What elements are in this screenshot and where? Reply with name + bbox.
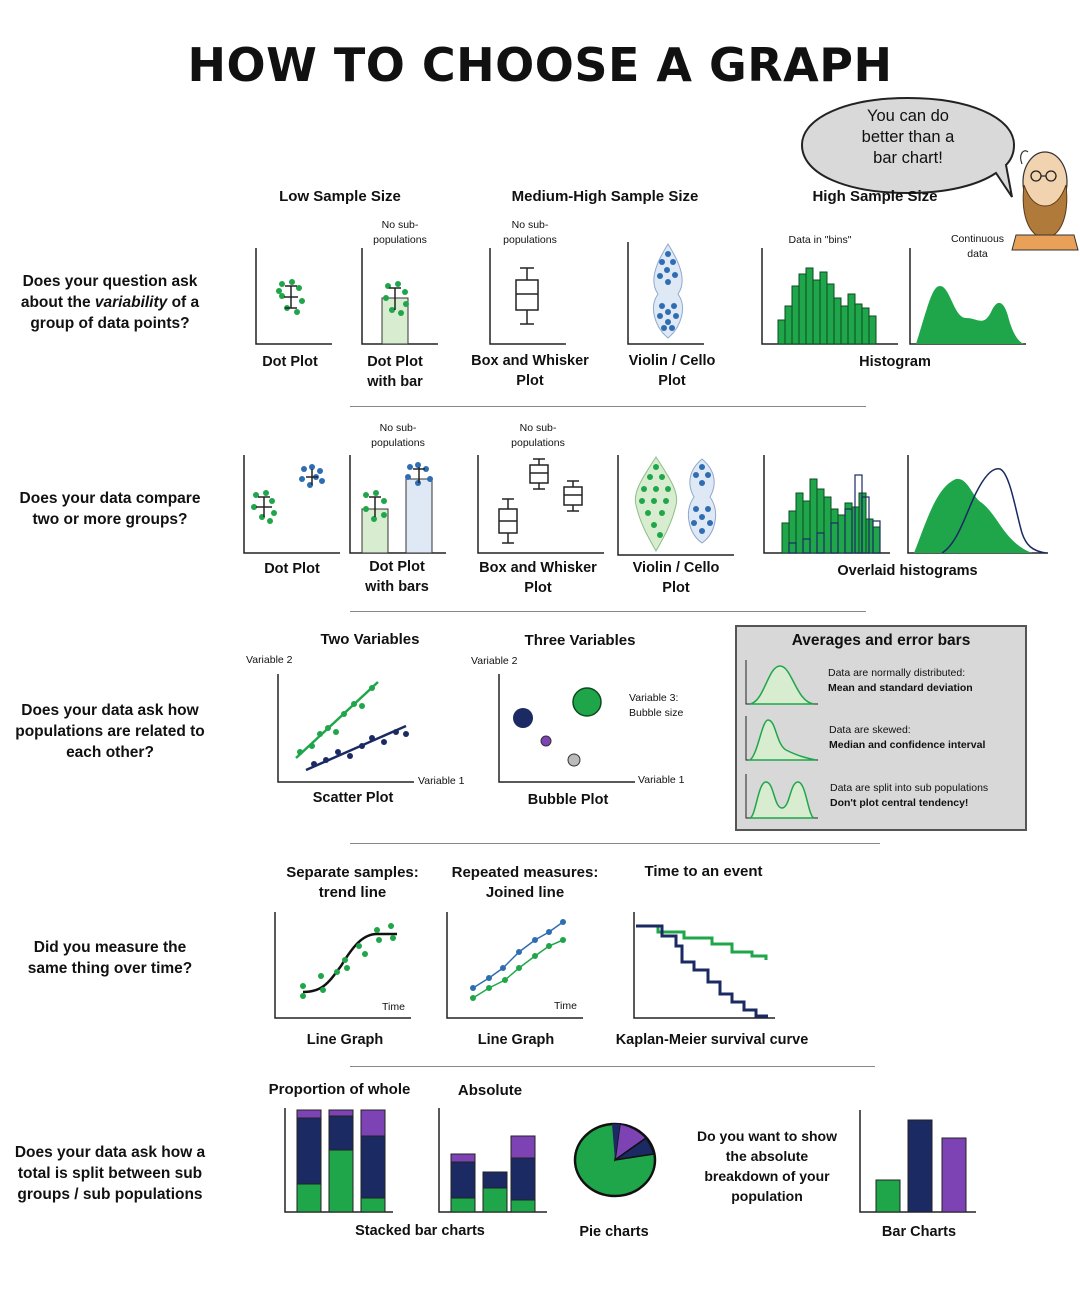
question-line: groups / sub populations — [17, 1186, 203, 1203]
question-text: of a — [167, 294, 200, 311]
note-line: populations — [511, 437, 565, 449]
panel-item-condition: Data are split into sub populations — [830, 782, 989, 794]
question-line: Does your data ask how — [21, 702, 199, 719]
label-line: Box and Whisker — [479, 560, 597, 576]
label-line: the absolute — [725, 1148, 809, 1164]
label-line: with bars — [365, 579, 429, 595]
question-line: Does your question ask — [22, 273, 198, 290]
label-bubble-plot: Bubble Plot — [527, 792, 609, 808]
header-three-variables: Three Variables — [524, 632, 636, 649]
header-line: trend line — [318, 884, 387, 901]
question-line — [5, 292, 215, 313]
note-line: populations — [373, 234, 427, 246]
question-absolute-breakdown — [682, 1126, 852, 1206]
axis-label-variable-2: Variable 2 — [246, 654, 293, 666]
column-header-medium: Medium-High Sample Size — [511, 188, 699, 205]
question-total-split — [5, 1142, 215, 1205]
label-line-graph: Line Graph — [477, 1032, 555, 1048]
label-box-whisker — [468, 558, 608, 598]
dot-plot-groups — [242, 453, 342, 555]
axis-label-time: Time — [382, 1001, 405, 1013]
panel-item-normal — [828, 666, 973, 696]
label-line: breakdown of your — [704, 1168, 830, 1184]
pie-chart — [574, 1122, 658, 1198]
dot-plot-low — [254, 246, 334, 346]
bubble-plot — [497, 672, 637, 784]
note-line: No sub- — [381, 219, 419, 231]
note-line: No sub- — [379, 422, 417, 434]
violin-groups — [616, 453, 736, 557]
page-title: HOW TO CHOOSE A GRAPH — [187, 38, 893, 92]
speech-line: bar chart! — [873, 149, 943, 167]
question-text: about the — [20, 294, 95, 311]
label-violin — [612, 351, 732, 391]
question-over-time — [5, 937, 215, 979]
question-line: Does your data ask how a — [14, 1144, 206, 1161]
note-line: data — [967, 248, 988, 260]
label-histogram: Histogram — [859, 354, 931, 370]
bimodal-distribution-icon — [744, 772, 820, 820]
kaplan-meier-curve — [632, 910, 777, 1020]
panel-item-advice: Mean and standard deviation — [828, 682, 973, 694]
violin-plot — [626, 240, 706, 346]
header-line: Repeated measures: — [451, 864, 599, 881]
label-dot-plot: Dot Plot — [262, 354, 318, 370]
scientist-avatar — [1012, 140, 1078, 250]
note-bins: Data in "bins" — [788, 234, 852, 246]
dot-bars-plot — [348, 453, 448, 555]
label-line: with bar — [367, 374, 423, 390]
label-line: Plot — [662, 580, 690, 596]
overlaid-histogram-continuous — [906, 453, 1050, 555]
overlaid-histogram-bins — [762, 453, 892, 555]
skewed-distribution-icon — [744, 714, 820, 762]
axis — [256, 248, 332, 344]
axis-label-variable-2: Variable 2 — [471, 655, 518, 667]
header-two-variables: Two Variables — [320, 631, 420, 648]
stacked-bar-absolute — [437, 1106, 549, 1214]
panel-item-subpopulations — [830, 781, 988, 811]
label-line: Violin / Cello — [632, 560, 720, 576]
label-bar-charts: Bar Charts — [881, 1224, 957, 1240]
header-absolute: Absolute — [457, 1082, 523, 1099]
divider — [350, 843, 880, 844]
note-line: Continuous — [950, 233, 1005, 245]
stacked-bar-proportion — [283, 1106, 395, 1214]
scatter-plot — [276, 672, 416, 784]
question-line: populations are related to — [15, 723, 205, 740]
histogram-bins — [760, 246, 900, 346]
axis-label-line: Bubble size — [629, 707, 684, 719]
label-violin — [616, 558, 736, 598]
header-separate-samples — [270, 863, 435, 903]
box-whisker-groups — [476, 453, 606, 555]
panel-item-skewed — [829, 723, 985, 753]
label-box-whisker — [460, 351, 600, 391]
question-line: each other? — [66, 744, 154, 761]
header-time-to-event: Time to an event — [644, 863, 763, 880]
divider — [350, 406, 866, 407]
question-compare-groups — [5, 488, 215, 530]
axis-label-line: Variable 3: — [629, 692, 679, 704]
question-line: Does your data compare — [19, 490, 201, 507]
axis-label-time: Time — [554, 1000, 577, 1012]
header-repeated-measures — [440, 863, 610, 903]
question-line: two or more groups? — [32, 511, 188, 528]
label-dot-plot-with-bar — [345, 352, 445, 392]
label-line: Dot Plot — [367, 354, 423, 370]
axis-label-variable-1: Variable 1 — [638, 774, 685, 786]
panel-item-advice: Don't plot central tendency! — [830, 797, 969, 809]
question-emphasis: variability — [94, 294, 168, 311]
note-line: No sub- — [511, 219, 549, 231]
question-line: same thing over time? — [27, 960, 193, 977]
histogram-continuous — [908, 246, 1028, 346]
speech-line: better than a — [861, 128, 955, 146]
label-line-graph: Line Graph — [306, 1032, 384, 1048]
panel-item-condition: Data are normally distributed: — [828, 667, 966, 679]
note-line: populations — [371, 437, 425, 449]
question-line: total is split between sub — [17, 1165, 203, 1182]
header-line: Joined line — [485, 884, 565, 901]
question-variability — [5, 271, 215, 334]
bar-chart — [858, 1108, 978, 1214]
question-line: Did you measure the — [33, 939, 187, 956]
label-line: Plot — [524, 580, 552, 596]
note-no-subpopulations — [490, 218, 570, 248]
label-dot-plot-with-bars — [347, 557, 447, 597]
divider — [350, 611, 866, 612]
axis-label-variable-1: Variable 1 — [418, 775, 465, 787]
speech-text — [820, 106, 996, 169]
question-relationship — [5, 700, 215, 763]
panel-item-condition: Data are skewed: — [829, 724, 911, 736]
normal-distribution-icon — [744, 658, 820, 706]
panel-title: Averages and error bars — [791, 632, 971, 649]
dot-bar-plot — [360, 246, 440, 346]
note-no-subpopulations — [358, 421, 438, 451]
panel-item-advice: Median and confidence interval — [829, 739, 986, 751]
note-line: No sub- — [519, 422, 557, 434]
speech-line: You can do — [867, 107, 949, 125]
label-line: population — [731, 1188, 803, 1204]
header-proportion-of-whole: Proportion of whole — [268, 1081, 411, 1098]
label-line: Violin / Cello — [628, 353, 716, 369]
label-line: Dot Plot — [369, 559, 425, 575]
note-no-subpopulations — [498, 421, 578, 451]
label-kaplan-meier: Kaplan-Meier survival curve — [615, 1032, 809, 1048]
column-header-low: Low Sample Size — [279, 188, 401, 205]
header-line: Separate samples: — [286, 864, 419, 881]
label-line: Plot — [658, 373, 686, 389]
note-line: populations — [503, 234, 557, 246]
divider — [350, 1066, 875, 1067]
note-no-subpopulations — [360, 218, 440, 248]
axis-label-variable-3 — [629, 691, 683, 721]
label-line: Do you want to show — [697, 1128, 837, 1144]
label-line: Plot — [516, 373, 544, 389]
label-overlaid-histograms: Overlaid histograms — [837, 563, 978, 579]
column-header-high: High Sample Size — [812, 188, 938, 205]
label-pie-charts: Pie charts — [579, 1224, 649, 1240]
question-line: group of data points? — [30, 315, 190, 332]
label-line: Box and Whisker — [471, 353, 589, 369]
box-whisker-plot — [488, 246, 568, 346]
label-scatter-plot: Scatter Plot — [312, 790, 394, 806]
label-dot-plot: Dot Plot — [264, 561, 320, 577]
label-stacked-bar-charts: Stacked bar charts — [355, 1223, 485, 1239]
